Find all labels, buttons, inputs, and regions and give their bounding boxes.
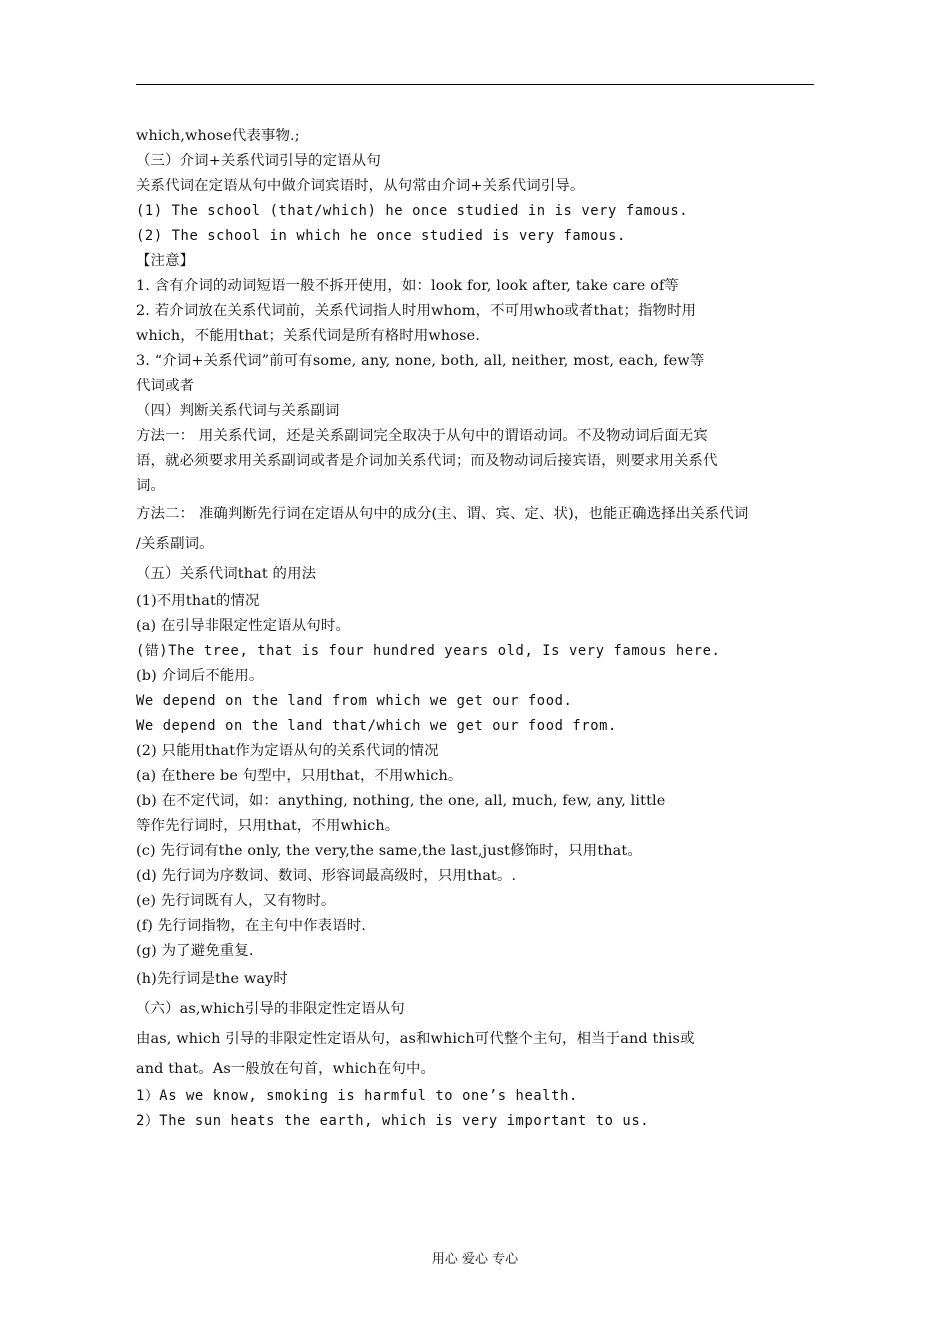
page-footer: 用心 爱心 专心	[431, 1252, 519, 1267]
text-line: which,whose代表事物.;	[136, 128, 300, 144]
text-line: 等作先行词时，只用that，不用which。	[136, 818, 400, 834]
text-line: (1)不用that的情况	[136, 593, 260, 609]
text-line: (f) 先行词指物，在主句中作表语时.	[136, 918, 367, 934]
text-line: (d) 先行词为序数词、数词、形容词最高级时，只用that。.	[136, 868, 517, 884]
text-line: (1) The school (that/which) he once studied in is very famous.	[136, 203, 689, 219]
text-line: (a) 在引导非限定性定语从句时。	[136, 618, 351, 634]
text-line: 方法一： 用关系代词，还是关系副词完全取决于从句中的谓语动词。不及物动词后面无宾	[136, 428, 708, 444]
text-line: (a) 在there be 句型中，只用that，不用which。	[136, 768, 463, 784]
text-line: (b) 在不定代词，如：anything, nothing, the one, all, much, few, any, little	[136, 793, 666, 809]
header-rule	[136, 84, 814, 85]
text-line: 词。	[136, 478, 166, 494]
text-line: (2) 只能用that作为定语从句的关系代词的情况	[136, 743, 439, 759]
text-line: 2. 若介词放在关系代词前，关系代词指人时用whom，不可用who或者that；指物时用	[136, 303, 697, 319]
text-line: 关系代词在定语从句中做介词宾语时，从句常由介词+关系代词引导。	[136, 178, 585, 194]
text-line: 方法二： 准确判断先行词在定语从句中的成分(主、谓、宾、定、状)，也能正确选择出关系代词	[136, 506, 749, 522]
text-line: We depend on the land that/which we get our food from.	[136, 718, 617, 734]
text-line: (c) 先行词有the only, the very,the same,the last,just修饰时，只用that。	[136, 843, 642, 859]
text-line: (b) 介词后不能用。	[136, 668, 264, 684]
text-line: （六）as,which引导的非限定性定语从句	[136, 1001, 405, 1017]
text-line: 1）As we know, smoking is harmful to one’s health.	[136, 1088, 578, 1104]
text-line: (e) 先行词既有人，又有物时。	[136, 893, 336, 909]
text-line: We depend on the land from which we get our food.	[136, 693, 573, 709]
text-line: 1. 含有介词的动词短语一般不拆开使用，如：look for, look after, take care of等	[136, 278, 679, 294]
text-line: 3. “介词+关系代词”前可有some, any, none, both, all, neither, most, each, few等	[136, 353, 705, 369]
text-line: (g) 为了避免重复.	[136, 943, 254, 959]
text-line: 【注意】	[136, 253, 195, 269]
text-line: 语，就必须要求用关系副词或者是介词加关系代词；而及物动词后接宾语，则要求用关系代	[136, 453, 718, 469]
text-line: and that。As一般放在句首，which在句中。	[136, 1061, 436, 1077]
text-line: 2）The sun heats the earth, which is very important to us.	[136, 1113, 650, 1129]
text-line: （五）关系代词that 的用法	[136, 566, 317, 582]
document-body	[136, 124, 816, 1134]
text-line: （三）介词+关系代词引导的定语从句	[136, 153, 381, 169]
text-line: (h)先行词是the way时	[136, 971, 288, 987]
text-line: (错)The tree, that is four hundred years old, Is very famous here.	[136, 643, 721, 659]
text-line: 代词或者	[136, 378, 195, 394]
text-line: 由as, which 引导的非限定性定语从句，as和which可代整个主句，相当于and this或	[136, 1031, 695, 1047]
text-line: /关系副词。	[136, 536, 214, 552]
text-line: which，不能用that；关系代词是所有格时用whose.	[136, 328, 481, 344]
text-line: (2) The school in which he once studied is very famous.	[136, 228, 626, 244]
text-line: （四）判断关系代词与关系副词	[136, 403, 340, 419]
